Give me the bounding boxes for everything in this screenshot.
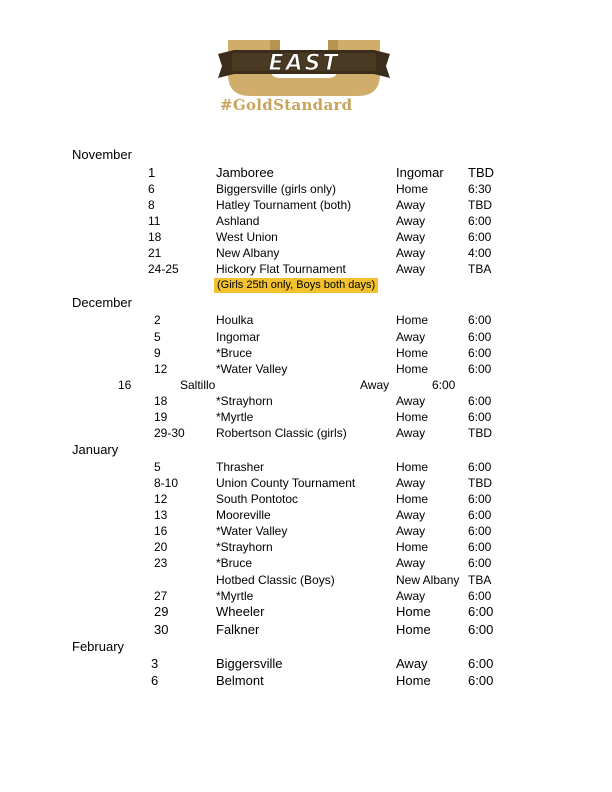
game-location: Away [360,378,390,392]
game-opponent: Biggersville (girls only) [216,182,337,196]
game-opponent: Robertson Classic (girls) [216,426,347,440]
game-location: Home [396,604,431,619]
game-opponent: *Water Valley [216,524,288,538]
game-location: Home [396,410,429,424]
game-time: TBD [468,198,492,212]
game-date: 23 [154,556,168,570]
game-opponent: Union County Tournament [216,476,356,490]
game-date: 11 [148,214,161,228]
game-location: Away [396,330,426,344]
game-time: 6:00 [468,214,492,228]
game-date: 5 [154,460,161,474]
game-location: Away [396,508,426,522]
game-time: 6:00 [468,492,492,506]
game-date: 3 [151,656,159,671]
game-time: 6:00 [468,330,492,344]
game-opponent: Hickory Flat Tournament [216,262,346,276]
game-location: Away [396,262,426,276]
game-time: 6:00 [468,524,492,538]
game-location: Away [396,246,426,260]
game-time: 6:00 [468,604,494,619]
game-opponent: Hatley Tournament (both) [216,198,352,212]
game-location: Home [396,346,429,360]
game-date: 19 [154,410,168,424]
game-time: TBA [468,262,492,276]
game-date: 18 [154,394,168,408]
month-december: December [72,295,132,310]
game-time: 6:00 [468,589,492,603]
game-time: TBD [468,426,492,440]
game-location: Home [396,540,429,554]
highlight-note: (Girls 25th only, Boys both days) [214,278,378,293]
game-location: Home [396,182,429,196]
game-location: Away [396,556,426,570]
game-time: 6:00 [468,508,492,522]
game-time: 6:00 [468,394,492,408]
game-time: 4:00 [468,246,492,260]
game-time: 6:30 [468,182,492,196]
logo-text: EAST [268,51,340,76]
game-time: 6:00 [432,378,456,392]
game-time: 6:00 [468,313,492,327]
game-time: 6:00 [468,556,492,570]
game-opponent: Wheeler [216,604,265,619]
game-opponent: West Union [216,230,278,244]
month-february: February [72,639,125,654]
game-date: 2 [154,313,161,327]
game-location: Away [396,656,428,671]
game-date: 21 [148,246,162,260]
game-location: Home [396,622,431,637]
game-opponent: New Albany [216,246,280,260]
game-location: Home [396,313,429,327]
game-date: 16 [118,378,132,392]
game-date: 29 [154,604,169,619]
game-time: TBD [468,476,492,490]
game-date: 24-25 [148,262,179,276]
game-opponent: *Strayhorn [216,394,273,408]
game-location: Away [396,476,426,490]
game-date: 18 [148,230,162,244]
game-opponent: Belmont [216,673,264,688]
game-location: Away [396,394,426,408]
game-time: 6:00 [468,622,494,637]
game-location: Ingomar [396,165,444,180]
game-location: Away [396,426,426,440]
month-november: November [72,147,132,162]
hashtag: #GoldStandard [220,96,353,114]
game-date: 27 [154,589,168,603]
game-location: Home [396,492,429,506]
game-date: 6 [151,673,159,688]
game-location: Home [396,673,431,688]
game-date: 12 [154,362,168,376]
game-opponent: Biggersville [216,656,283,671]
game-time: TBA [468,573,492,587]
game-opponent: Mooreville [216,508,271,522]
game-time: 6:00 [468,410,492,424]
game-location: Away [396,214,426,228]
game-opponent: Jamboree [216,165,274,180]
game-opponent: Thrasher [216,460,265,474]
game-opponent: *Bruce [216,346,253,360]
game-date: 6 [148,182,155,196]
game-location: New Albany [396,573,460,587]
game-time: 6:00 [468,656,494,671]
game-opponent: Ingomar [216,330,261,344]
game-date: 5 [154,330,161,344]
game-time: TBD [468,165,494,180]
game-date: 20 [154,540,168,554]
game-date: 8 [148,198,155,212]
game-opponent: Saltillo [180,378,216,392]
game-opponent: Falkner [216,622,260,637]
game-date: 1 [148,165,156,180]
month-january: January [72,442,119,457]
game-opponent: *Strayhorn [216,540,273,554]
game-opponent: South Pontotoc [216,492,299,506]
game-time: 6:00 [468,362,492,376]
game-date: 30 [154,622,169,637]
game-opponent: Hotbed Classic (Boys) [216,573,335,587]
game-time: 6:00 [468,540,492,554]
game-time: 6:00 [468,460,492,474]
game-location: Home [396,460,429,474]
game-location: Away [396,524,426,538]
game-location: Home [396,362,429,376]
game-time: 6:00 [468,673,494,688]
game-location: Away [396,198,426,212]
game-opponent: *Myrtle [216,589,254,603]
game-location: Away [396,589,426,603]
game-opponent: Houlka [216,313,254,327]
game-opponent: Ashland [216,214,260,228]
school-logo [218,38,390,100]
game-opponent: *Water Valley [216,362,288,376]
game-date: 8-10 [154,476,179,490]
game-location: Away [396,230,426,244]
game-time: 6:00 [468,346,492,360]
game-date: 13 [154,508,168,522]
game-date: 29-30 [154,426,185,440]
game-date: 12 [154,492,168,506]
game-opponent: *Myrtle [216,410,254,424]
game-time: 6:00 [468,230,492,244]
game-date: 16 [154,524,168,538]
game-opponent: *Bruce [216,556,253,570]
game-date: 9 [154,346,161,360]
